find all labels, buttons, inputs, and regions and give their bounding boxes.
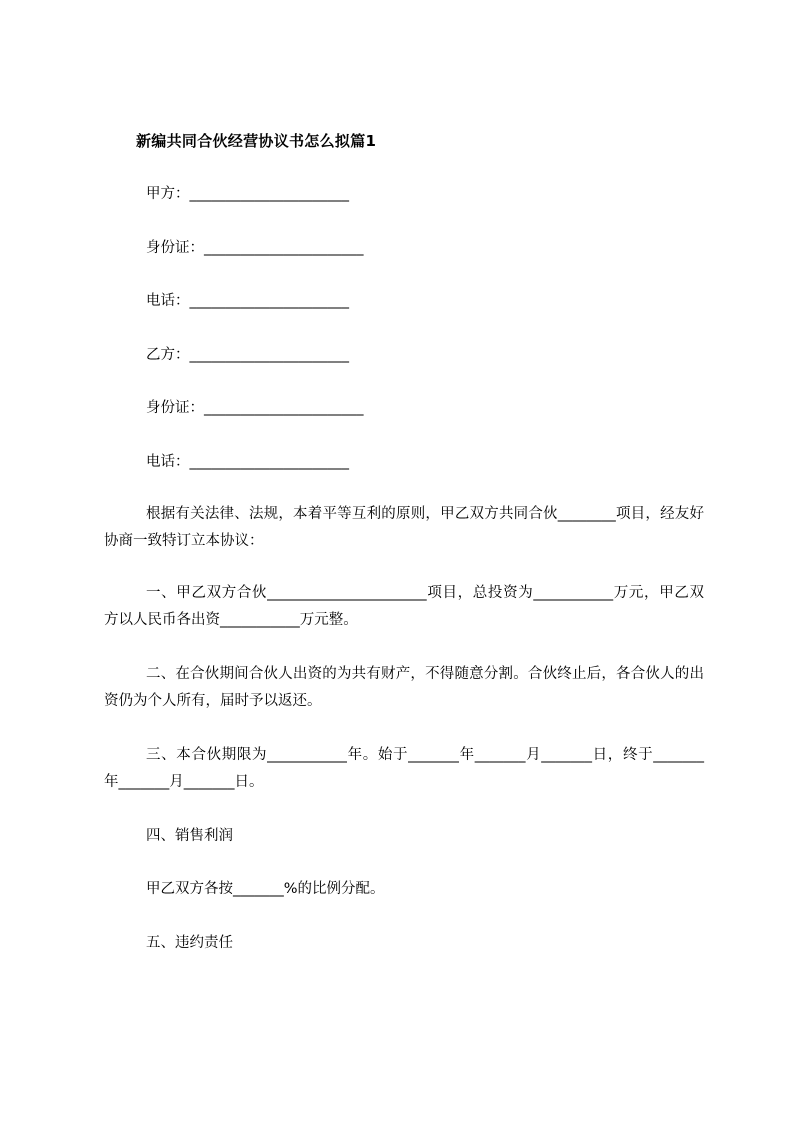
section-4-body: 甲乙双方各按_______%的比例分配。 [146,881,385,897]
party-a-id-field: 身份证：______________________ [146,240,364,256]
section-5-heading: 五、违约责任 [146,935,233,951]
clause-2-paragraph: 二、在合伙期间合伙人出资的为共有财产，不得随意分割。合伙终止后，各合伙人的出资仍为个人所有，届时予以返还。 [104,666,704,709]
clause-1-paragraph: 一、甲乙双方合伙______________________项目，总投资为___________万元，甲乙双方以人民币各出资___________万元整。 [104,585,704,628]
section-4-heading: 四、销售利润 [146,828,233,844]
party-a-phone-field: 电话：______________________ [146,293,349,309]
party-a-field: 甲方：______________________ [146,186,349,202]
intro-paragraph: 根据有关法律、法规，本着平等互利的原则，甲乙双方共同合伙________项目，经友好协商一致特订立本协议： [104,506,704,549]
party-b-id-field: 身份证：______________________ [146,400,364,416]
party-b-phone-field: 电话：______________________ [146,454,349,470]
clause-3-paragraph: 三、本合伙期限为___________年。始于_______年_______月_______日，终于_______年_______月_______日。 [104,747,704,790]
document-title: 新编共同合伙经营协议书怎么拟篇1 [136,132,377,150]
party-b-field: 乙方：______________________ [146,347,349,363]
